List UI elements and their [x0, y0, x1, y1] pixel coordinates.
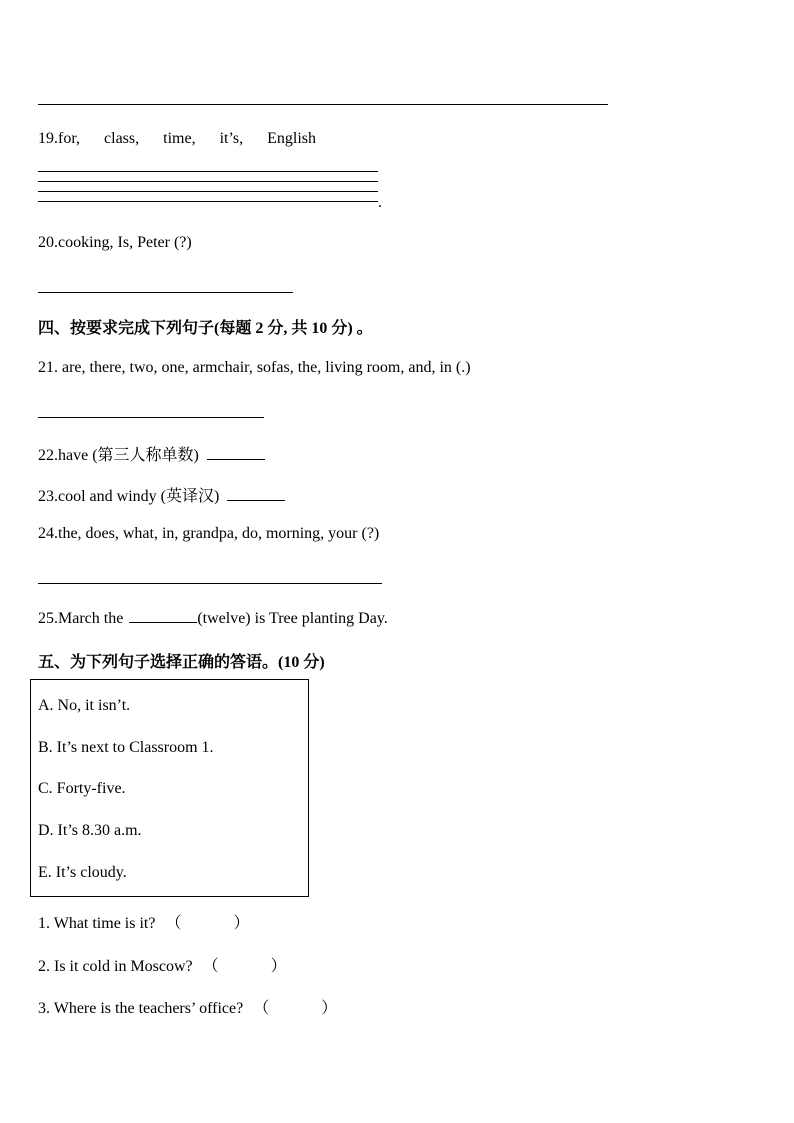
answer-paren-close: ）: [321, 1000, 338, 1017]
question-19: [38, 130, 316, 148]
q19-word: for,: [58, 130, 81, 147]
answer-paren-open: （: [253, 1000, 270, 1017]
section5-question-1: [38, 910, 250, 933]
question-19-number: 19.: [38, 130, 58, 147]
q19-word: class,: [104, 130, 140, 147]
answer-line-q19: [38, 201, 378, 202]
answer-line-q19: [38, 191, 378, 192]
answer-paren-open: （: [202, 958, 219, 975]
question-22-text: 22.have (第三人称单数): [38, 447, 199, 464]
section-5-heading: 五、为下列句子选择正确的答语。(10 分): [38, 654, 325, 671]
answer-blank-q22[interactable]: [207, 445, 265, 460]
answer-line-q19: [38, 181, 378, 182]
answer-paren-close: ）: [233, 915, 250, 932]
option-b: B. It’s next to Classroom 1.: [38, 739, 214, 756]
answer-line-q18: [38, 104, 608, 105]
question-25: [38, 608, 388, 628]
question-25-after: (twelve) is Tree planting Day.: [197, 610, 388, 627]
option-a: A. No, it isn’t.: [38, 697, 131, 714]
question-23-text: 23.cool and windy (英译汉): [38, 488, 220, 505]
section5-question-2: [38, 953, 287, 976]
question-25-before: 25.March the: [38, 610, 124, 627]
answer-line-q20: [38, 292, 293, 293]
q19-word: time,: [163, 130, 196, 147]
question-text: 3. Where is the teachers’ office?: [38, 1000, 244, 1017]
question-21: 21. are, there, two, one, armchair, sofas, the, living room, and, in (.): [38, 359, 471, 376]
answer-blank-q23[interactable]: [227, 486, 285, 501]
question-24: 24.the, does, what, in, grandpa, do, morning, your (?): [38, 525, 380, 542]
question-text: 2. Is it cold in Moscow?: [38, 958, 193, 975]
answer-paren-close: ）: [270, 958, 287, 975]
option-c: C. Forty-five.: [38, 780, 126, 797]
question-text: 1. What time is it?: [38, 915, 156, 932]
q19-period: .: [378, 194, 382, 211]
answer-line-q21: [38, 417, 264, 418]
q19-word: it’s,: [219, 130, 244, 147]
q19-word: English: [267, 130, 317, 147]
question-23: [38, 483, 285, 506]
question-20: 20.cooking, Is, Peter (?): [38, 234, 192, 251]
section-4-heading: 四、按要求完成下列句子(每题 2 分, 共 10 分) 。: [38, 320, 373, 337]
answer-line-q24: [38, 583, 382, 584]
answer-line-q19: [38, 171, 378, 172]
question-22: [38, 442, 265, 465]
answer-blank-q25[interactable]: [129, 608, 197, 623]
option-e: E. It’s cloudy.: [38, 864, 127, 881]
answer-paren-open: （: [165, 915, 182, 932]
option-d: D. It’s 8.30 a.m.: [38, 822, 142, 839]
section5-question-3: [38, 995, 337, 1018]
